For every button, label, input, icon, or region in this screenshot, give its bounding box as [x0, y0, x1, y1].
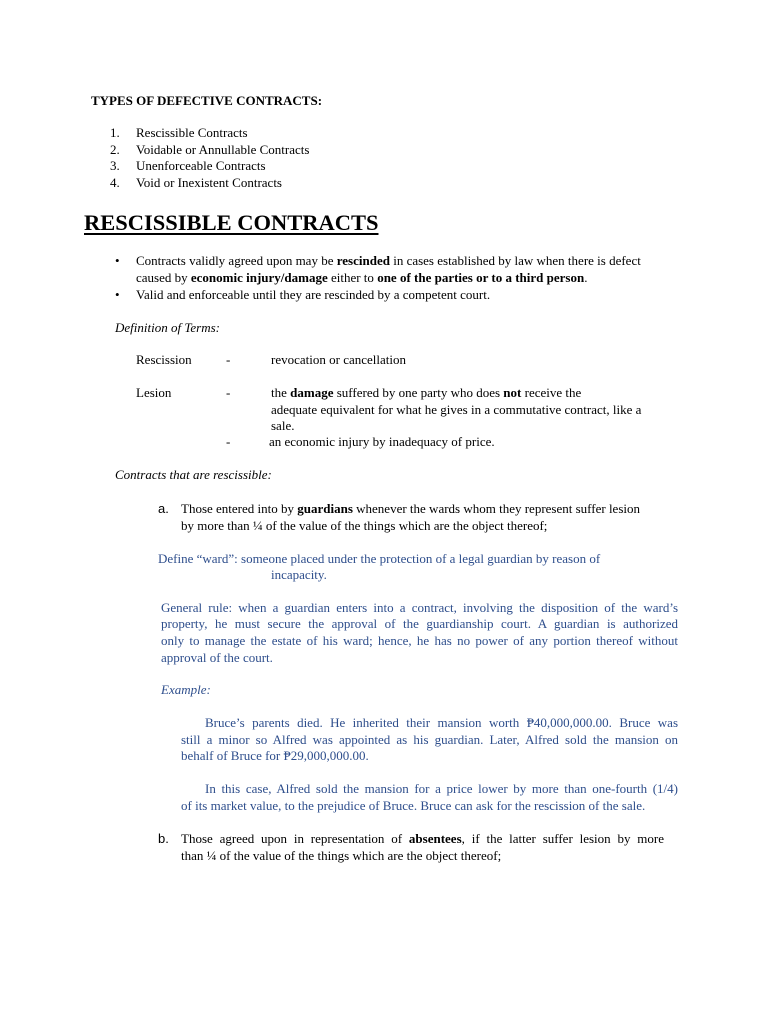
list-label: Void or Inexistent Contracts: [136, 174, 282, 190]
bold-text: damage: [290, 385, 334, 400]
section-heading: RESCISSIBLE CONTRACTS: [84, 210, 379, 235]
general-rule-line: property, he must secure the approval of the guardianship court. A guardian is authorized: [161, 616, 678, 631]
example-label: Example:: [161, 682, 211, 697]
list-item: [110, 142, 309, 159]
text: the: [271, 385, 291, 400]
bullet-line: [136, 270, 587, 287]
item-marker: b.: [158, 831, 169, 846]
term-definition: an economic injury by inadequacy of price.: [269, 434, 495, 449]
term-dash: -: [226, 385, 231, 400]
types-list: [110, 125, 309, 191]
ward-definition-line: incapacity.: [271, 567, 327, 582]
term-dash: -: [226, 434, 231, 449]
item-marker: a.: [158, 501, 169, 516]
text: , if the latter suffer lesion by more: [461, 831, 665, 846]
definitions-heading: Definition of Terms:: [115, 320, 220, 335]
list-item: [110, 175, 309, 192]
list-item: [110, 125, 309, 142]
ward-definition: Define “ward”: someone placed under the protection of a legal guardian by reason of: [158, 551, 601, 566]
term-definition: [271, 385, 581, 402]
example-line: of its market value, to the prejudice of Bruce. Bruce can ask for the rescission of the sale.: [181, 798, 646, 813]
list-number: 1.: [110, 125, 120, 140]
text: Those agreed upon in representation of: [181, 831, 409, 846]
bold-text: not: [503, 385, 522, 400]
bullet-icon: •: [115, 253, 120, 268]
list-number: 2.: [110, 141, 120, 157]
term-dash: -: [226, 352, 231, 367]
bold-text: economic injury/damage: [190, 270, 328, 285]
term-lesion: Lesion: [136, 385, 172, 400]
item-b-line: than ¼ of the value of the things which are the object thereof;: [181, 848, 502, 863]
general-rule-line: approval of the court.: [161, 650, 273, 665]
item-b-line: [181, 831, 664, 848]
text: caused by: [136, 270, 191, 285]
item-a-line: [181, 501, 640, 518]
general-rule-line: only to manage the estate of his ward; hence, he has no power of any portion thereof without: [161, 633, 678, 648]
example-line: still a minor so Alfred was appointed as his guardian. Later, Alfred sold the mansion on: [181, 732, 678, 747]
list-label: Voidable or Annullable Contracts: [136, 141, 310, 157]
term-definition-line: adequate equivalent for what he gives in a commutative contract, like a: [271, 402, 642, 417]
list-number: 3.: [110, 158, 120, 174]
term-rescission: Rescission: [136, 352, 192, 367]
text: suffered by one party who does: [333, 385, 504, 400]
text: receive the: [521, 385, 582, 400]
term-definition-line: sale.: [271, 418, 295, 433]
term-definition: revocation or cancellation: [271, 352, 406, 367]
example-line: In this case, Alfred sold the mansion for a price lower by more than one-fourth (1/4): [205, 781, 678, 796]
list-label: Rescissible Contracts: [136, 125, 248, 140]
bold-text: one of the parties or to a third person: [377, 270, 585, 285]
types-title: TYPES OF DEFECTIVE CONTRACTS:: [91, 93, 323, 108]
text: either to: [327, 270, 378, 285]
bold-text: guardians: [297, 501, 353, 516]
list-label: Unenforceable Contracts: [136, 158, 266, 174]
example-line: Bruce’s parents died. He inherited their mansion worth ₱40,000,000.00. Bruce was: [205, 715, 678, 730]
example-line: behalf of Bruce for ₱29,000,000.00.: [181, 748, 369, 763]
bold-text: absentees: [408, 831, 462, 846]
list-number: 4.: [110, 174, 120, 190]
text: Those entered into by: [181, 501, 298, 516]
item-a-line: by more than ¼ of the value of the things which are the object thereof;: [181, 518, 548, 533]
text: whenever the wards whom they represent suffer lesion: [352, 501, 641, 516]
list-item: [110, 158, 309, 175]
bold-text: rescinded: [336, 253, 390, 268]
general-rule-line: General rule: when a guardian enters into a contract, involving the disposition of the ward’s: [161, 600, 678, 615]
bullet-line: [136, 253, 641, 270]
bullet-line: Valid and enforceable until they are rescinded by a competent court.: [136, 287, 491, 302]
text: in cases established by law when there is defect: [389, 253, 641, 268]
bullet-icon: •: [115, 287, 120, 302]
text: Contracts validly agreed upon may be: [136, 253, 337, 268]
text: .: [584, 270, 588, 285]
rescissible-heading: Contracts that are rescissible:: [115, 467, 272, 482]
